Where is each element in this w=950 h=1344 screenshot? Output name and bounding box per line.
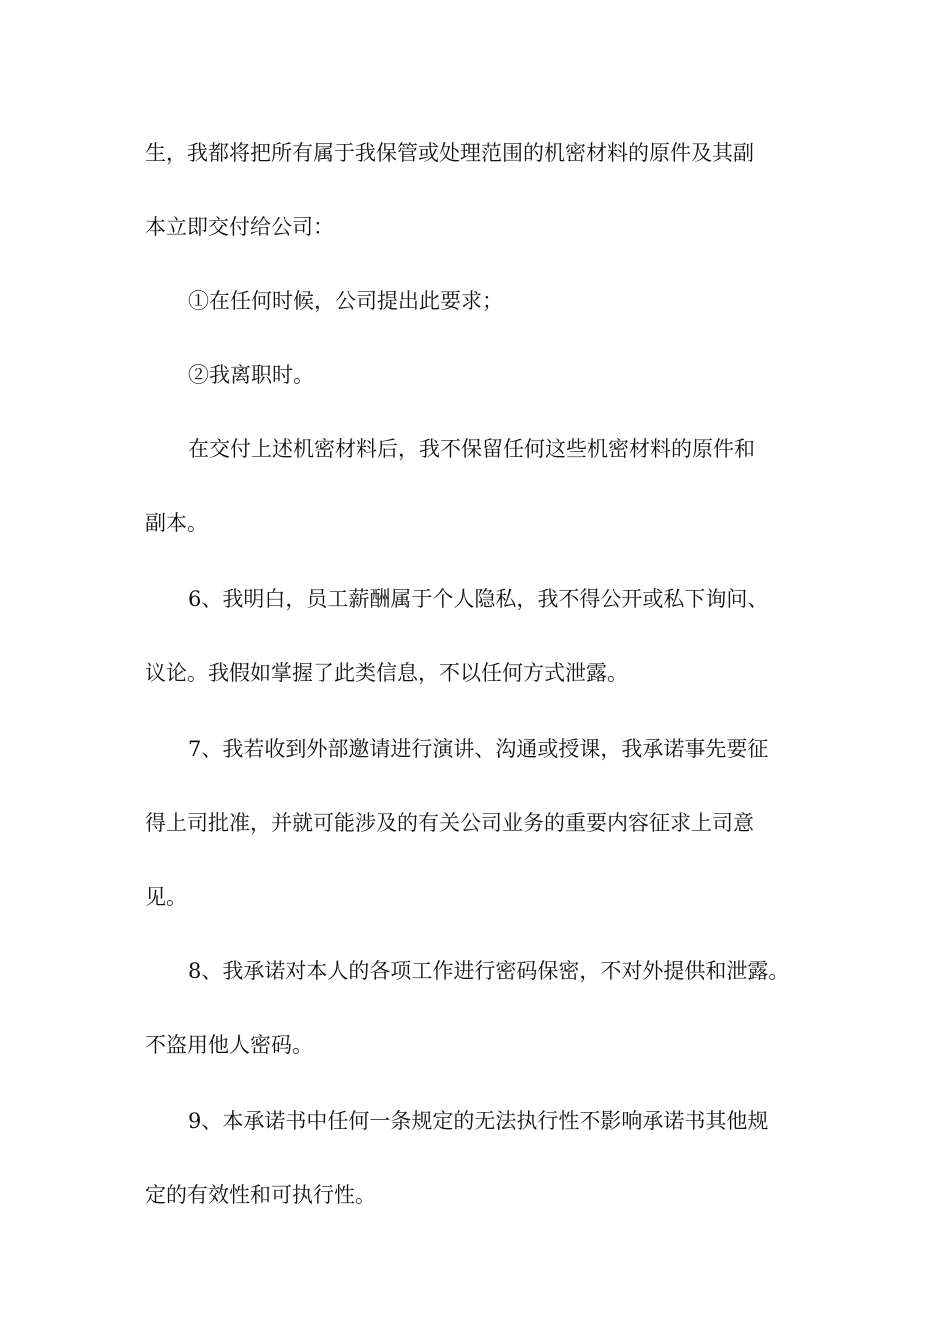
text-line: 副本。 — [145, 511, 208, 535]
text-line: 见。 — [145, 885, 187, 909]
text-line: 本立即交付给公司： — [145, 215, 334, 239]
list-item: ②我离职时。 — [188, 363, 314, 387]
text-line: 定的有效性和可执行性。 — [145, 1183, 376, 1207]
text-line: 得上司批准，并就可能涉及的有关公司业务的重要内容征求上司意 — [145, 811, 754, 835]
text-line: 生，我都将把所有属于我保管或处理范围的机密材料的原件及其副 — [145, 141, 754, 165]
clause-7: 7、我若收到外部邀请进行演讲、沟通或授课，我承诺事先要征 — [188, 737, 769, 761]
clause-9: 9、本承诺书中任何一条规定的无法执行性不影响承诺书其他规 — [188, 1109, 769, 1133]
text-line: 不盗用他人密码。 — [145, 1033, 313, 1057]
text-line: 议论。我假如掌握了此类信息，不以任何方式泄露。 — [145, 661, 628, 685]
clause-8: 8、我承诺对本人的各项工作进行密码保密，不对外提供和泄露。 — [188, 959, 790, 983]
paragraph-start: 在交付上述机密材料后，我不保留任何这些机密材料的原件和 — [188, 437, 755, 461]
clause-6: 6、我明白，员工薪酬属于个人隐私，我不得公开或私下询问、 — [188, 587, 769, 611]
list-item: ①在任何时候，公司提出此要求； — [188, 289, 503, 313]
